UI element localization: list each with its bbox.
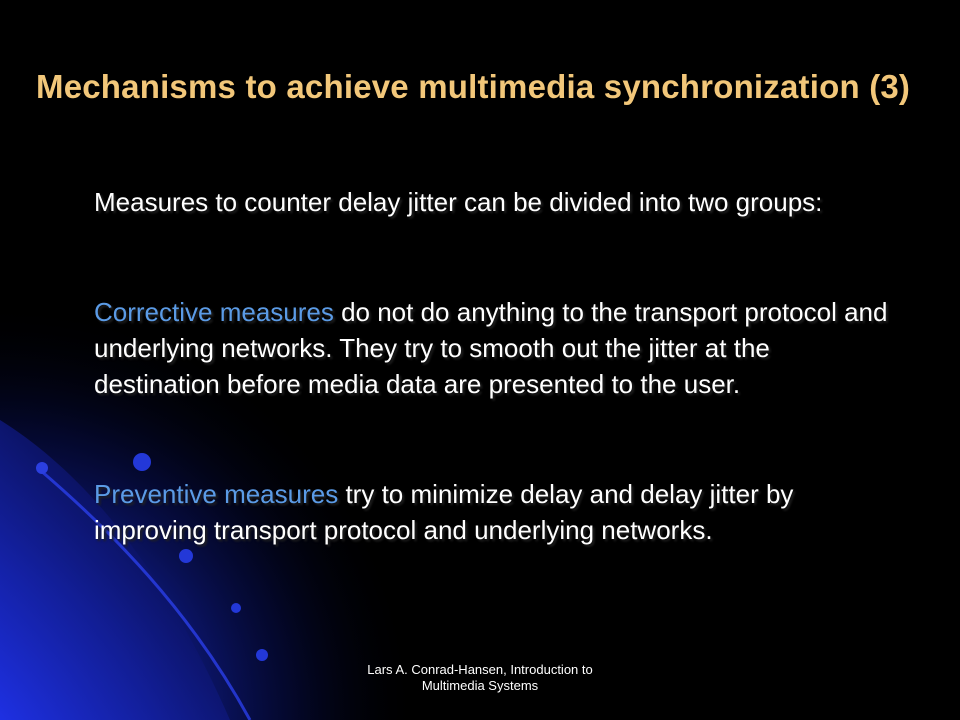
corrective-measures-term: Corrective measures [94, 297, 334, 327]
slide-title: Mechanisms to achieve multimedia synchronization (3) [36, 68, 911, 105]
footer-line-2: Multimedia Systems [421, 678, 539, 693]
footer-line-1: Lars A. Conrad-Hansen, Introduction to [367, 662, 593, 677]
corrective-measures-text: do not do anything to the transport protocol and underlying networks. They try to smooth out the jitter at the destination before media data are presented to the user. [94, 297, 888, 399]
slide-footer [330, 662, 630, 694]
decoration-dot [231, 603, 241, 613]
preventive-measures-text: try to minimize delay and delay jitter by improving transport protocol and underlying networks. [94, 479, 794, 545]
preventive-measures-term: Preventive measures [94, 479, 339, 509]
intro-paragraph: Measures to counter delay jitter can be divided into two groups: [94, 187, 823, 217]
decoration-dot [179, 549, 193, 563]
decoration-dot [256, 649, 268, 661]
preventive-measures-paragraph [94, 476, 894, 548]
decoration-dot [133, 453, 151, 471]
corrective-measures-paragraph [94, 294, 894, 402]
decoration-dot [36, 462, 48, 474]
